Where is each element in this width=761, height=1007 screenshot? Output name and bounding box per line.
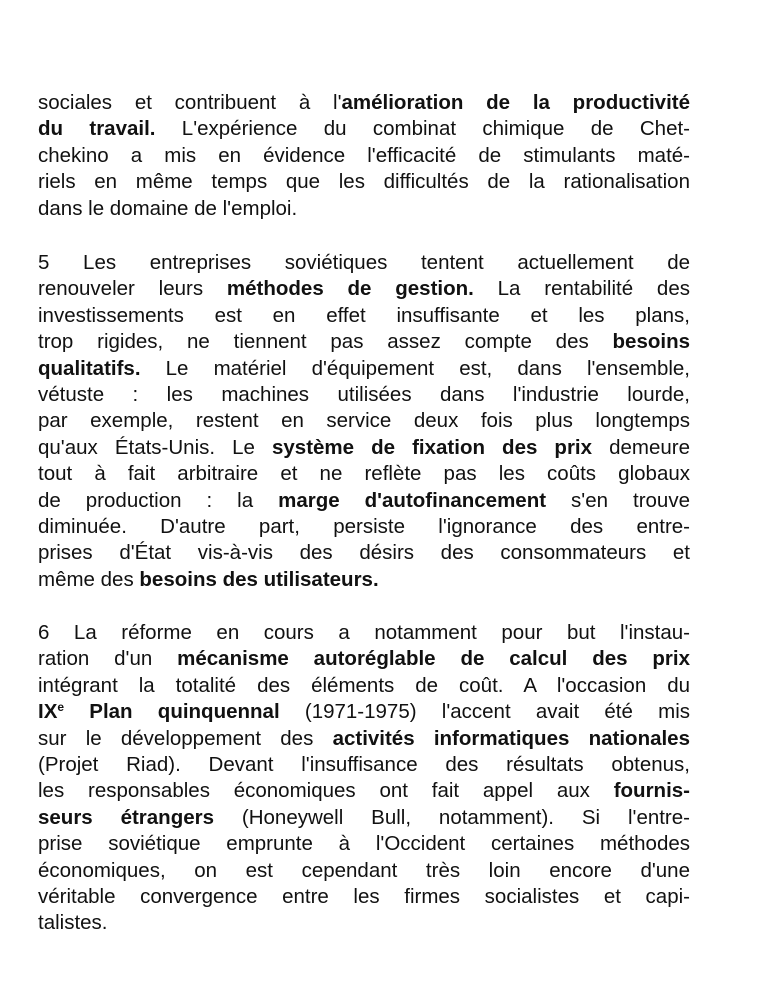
paragraph-5-management-methods [38,250,690,593]
text-run: (Projet Riad). Devant l'insuffisance des résultats obtenus, [38,752,690,776]
paragraph-productivity [38,90,690,222]
text-run: trop rigides, ne tiennent pas assez compte des [38,330,613,354]
text-line [38,303,690,329]
emphasized-term: système de fixation des prix [272,435,593,459]
text-run: sociales et contribuent à l' [38,91,342,114]
text-line [38,116,690,142]
text-run: qu'aux États-Unis. Le [38,435,272,459]
emphasized-term: amélioration de la productivité [341,91,690,114]
text-line [38,461,690,487]
emphasized-term: fournis- [613,779,690,803]
paragraph-6-price-reform [38,620,690,937]
text-run: vétuste : les machines utilisées dans l'industrie lourde, [38,382,690,406]
emphasized-term: qualitatifs. [38,356,141,380]
text-line [38,831,690,857]
text-run: diminuée. D'autre part, persiste l'ignorance des entre- [38,514,690,538]
text-run: renouveler leurs [38,277,227,301]
text-run: intégrant la totalité des éléments de coût. A l'occasion du [38,673,690,697]
text-line [38,673,690,699]
text-run: sur le développement des [38,726,333,750]
text-run: ration d'un [38,647,178,671]
emphasized-term: mécanisme autoréglable de calcul des prix [177,647,690,671]
emphasized-term: marge d'autofinancement [278,488,547,512]
text-run: véritable convergence entre les firmes socialistes et capi- [38,884,690,908]
text-line [38,540,690,566]
text-line [38,488,690,514]
text-run: dans le domaine de l'emploi. [38,196,298,220]
text-line [38,408,690,434]
text-line [38,778,690,804]
text-run: 5 Les entreprises soviétiques tentent actuellement de [38,251,690,274]
text-line [38,514,690,540]
text-run: par exemple, restent en service deux fois plus longtemps [38,409,690,433]
text-run: chekino a mis en évidence l'efficacité de stimulants maté- [38,143,690,167]
emphasized-term: IX [38,700,58,724]
emphasized-term: du travail. [38,117,156,141]
text-line [38,169,690,195]
emphasized-term: besoins [612,330,690,354]
text-run: riels en même temps que les difficultés de la rationalisation [38,170,690,194]
text-run: même des [38,567,140,591]
text-line [38,435,690,461]
emphasized-term: besoins des utilisateurs. [139,567,379,591]
text-run: prise soviétique emprunte à l'Occident certaines méthodes [38,832,690,856]
emphasized-term: activités informatiques nationales [332,726,690,750]
text-run: tout à fait arbitraire et ne reflète pas les coûts globaux [38,462,690,486]
text-run: prises d'État vis-à-vis des désirs des consommateurs et [38,541,690,565]
text-line [38,356,690,382]
text-run: de production : la [38,488,279,512]
text-line [38,329,690,355]
superscript: e [57,700,65,715]
text-line [38,752,690,778]
text-line [38,382,690,408]
text-line [38,90,690,116]
text-run: demeure [592,435,690,459]
text-run: économiques, on est cependant très loin encore d'une [38,858,690,882]
text-run: L'expérience du combinat chimique de Chet- [155,117,690,141]
text-line [38,884,690,910]
text-line [38,143,690,169]
text-line [38,910,690,936]
text-run: s'en trouve [546,488,690,512]
text-line [38,726,690,752]
emphasized-term: seurs étrangers [38,805,215,829]
text-run: Le matériel d'équipement est, dans l'ensemble, [140,356,690,380]
text-line [38,805,690,831]
text-run: talistes. [38,911,108,935]
text-line [38,620,690,646]
text-line [38,250,690,276]
text-run: (1971-1975) l'accent avait été mis [279,700,690,724]
emphasized-term: Plan quinquennal [64,700,280,724]
text-run: les responsables économiques ont fait appel aux [38,779,614,803]
text-line [38,276,690,302]
text-line [38,699,690,725]
text-run: investissements est en effet insuffisante et les plans, [38,303,690,327]
emphasized-term: méthodes de gestion. [226,277,474,301]
text-line [38,858,690,884]
text-run: 6 La réforme en cours a notamment pour but l'instau- [38,621,690,644]
text-run: La rentabilité des [473,277,690,301]
text-run: (Honeywell Bull, notamment). Si l'entre- [214,805,690,829]
text-line [38,646,690,672]
text-line [38,196,690,222]
text-line [38,567,690,593]
